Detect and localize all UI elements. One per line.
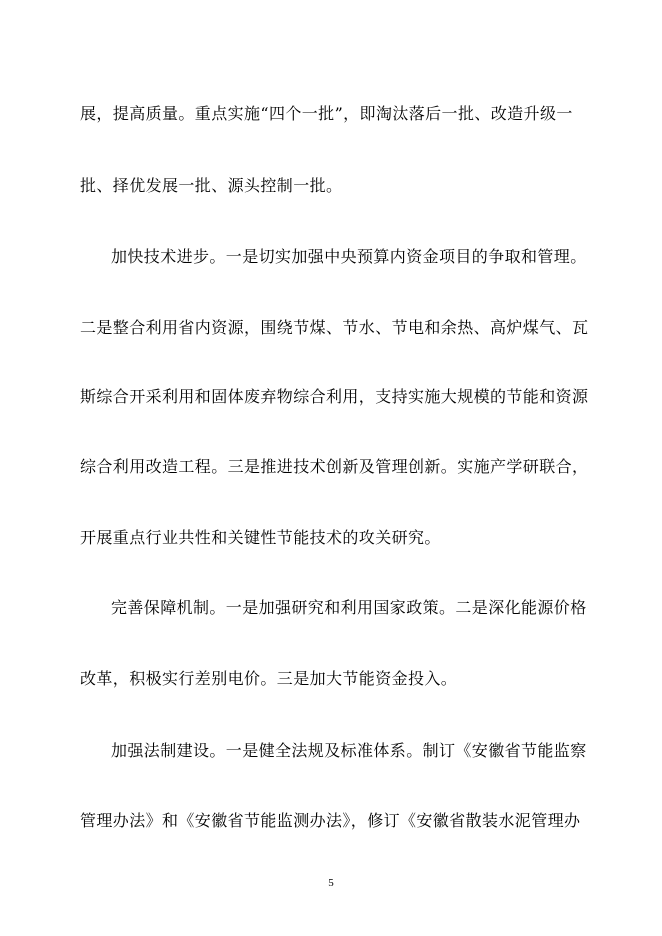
paragraph-first-line: 加强法制建设。一是健全法规及标准体系。制订《安徽省节能监察 [111,741,587,760]
body-text-line: 展，提高质量。重点实施“四个一批”，即淘汰落后一批、改造升级一 [80,104,573,123]
body-text-line: 管理办法》和《安徽省节能监测办法》，修订《安徽省散装水泥管理办 [80,811,581,830]
paragraph-first-line: 加快技术进步。一是切实加强中央预算内资金项目的争取和管理。 [111,247,587,266]
body-text-line: 二是整合利用省内资源，围绕节煤、节水、节电和余热、高炉煤气、瓦 [80,318,589,337]
paragraph-first-line: 完善保障机制。一是加强研究和利用国家政策。二是深化能源价格 [111,598,587,617]
page-number: 5 [328,877,334,889]
body-text-line: 改革，积极实行差别电价。三是加大节能资金投入。 [80,669,458,688]
body-text-line: 批、择优发展一批、源头控制一批。 [80,176,343,195]
body-text-line: 开展重点行业共性和关键性节能技术的攻关研究。 [80,528,441,547]
body-text-line: 综合利用改造工程。三是推进技术创新及管理创新。实施产学研联合， [80,457,589,476]
body-text-line: 斯综合开采利用和固体废弃物综合利用，支持实施大规模的节能和资源 [80,387,589,406]
